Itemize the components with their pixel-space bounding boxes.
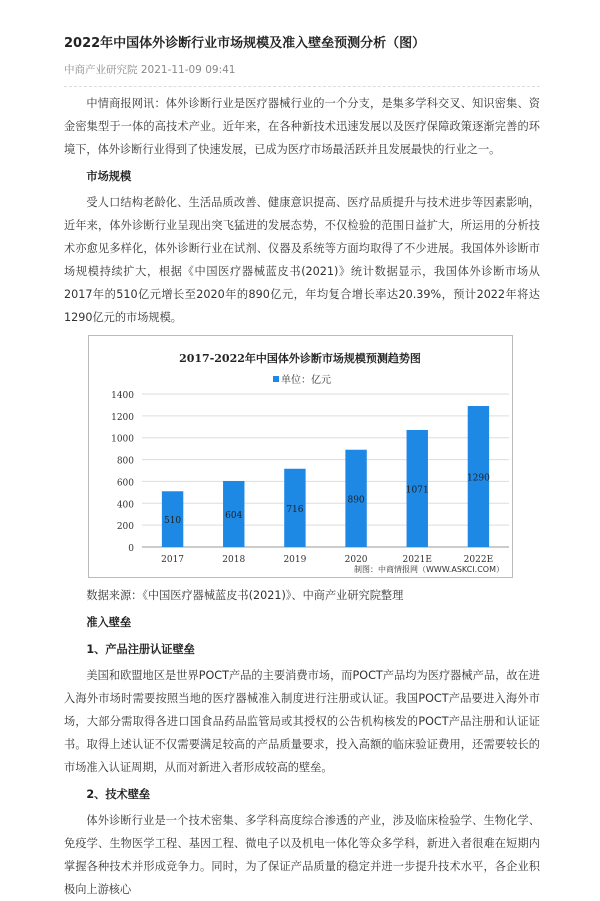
section-heading: 准入壁垒 bbox=[86, 616, 132, 629]
y-tick-label: 1200 bbox=[111, 412, 134, 423]
y-tick-label: 800 bbox=[116, 456, 134, 467]
data-label: 1290 bbox=[466, 473, 490, 484]
divider bbox=[64, 86, 540, 87]
data-label: 1071 bbox=[405, 485, 429, 496]
legend-swatch bbox=[273, 376, 279, 382]
bar-chart bbox=[88, 335, 513, 578]
chart-credit: 制图：中商情报网（WWW.ASKCI.COM） bbox=[354, 565, 504, 574]
data-source: 数据来源：《中国医疗器械蓝皮书(2021)》、中商产业研究院整理 bbox=[86, 589, 404, 602]
x-tick-label: 2020 bbox=[344, 555, 368, 565]
chart-title: 2017-2022年中国体外诊断市场规模预测趋势图 bbox=[179, 352, 421, 365]
legend-label: 单位：亿元 bbox=[281, 375, 331, 386]
y-tick-label: 200 bbox=[116, 522, 134, 533]
data-label: 510 bbox=[163, 516, 182, 527]
y-tick-label: 1000 bbox=[111, 434, 134, 445]
paragraph: 体外诊断行业是一个技术密集、多学科高度综合渗透的产业，涉及临床检验学、生物化学、免疫学、生物医学工程、基因工程、微电子以及机电一体化等众多学科，新进入者很难在短期内掌握各种技术并形成竞争力。同时，为了保证产品质量的稳定并进一步提升技术水平，各企业积极向上游核心 bbox=[64, 814, 540, 896]
data-label: 716 bbox=[286, 504, 304, 515]
y-tick-label: 0 bbox=[128, 544, 134, 554]
paragraph: 中情商报网讯：体外诊断行业是医疗器械行业的一个分支，是集多学科交叉、知识密集、资金密集型于一体的高技术产业。近年来，在各种新技术迅速发展以及医疗保障政策逐渐完善的环境下，体外诊断行业得到了快速发展，已成为医疗市场最活跃并且发展最快的行业之一。 bbox=[64, 97, 540, 156]
subsection-heading: 2、技术壁垒 bbox=[86, 788, 151, 801]
paragraph: 受人口结构老龄化、生活品质改善、健康意识提高、医疗品质提升与技术进步等因素影响，近年来，体外诊断行业呈现出突飞猛进的发展态势，不仅检验的范围日益扩大，所运用的分析技术亦愈见多样化，体外诊断行业在试剂、仪器及系统等方面均取得了不少进展。我国体外诊断市场规模持续扩大，根据《中国医疗器械蓝皮书(2021)》统计数据显示，我国体外诊断市场从2017年的510亿元增长至2020年的890亿元，年均复合增长率达20.39%，预计2022年将达1290亿元的市场规模。 bbox=[64, 196, 540, 324]
date: 2021-11-09 09:41 bbox=[140, 64, 236, 76]
article-meta bbox=[64, 62, 235, 77]
x-tick-label: 2019 bbox=[283, 555, 307, 565]
subsection-heading: 1、产品注册认证壁垒 bbox=[86, 643, 195, 656]
article-title: 2022年中国体外诊断行业市场规模及准入壁垒预测分析（图） bbox=[64, 36, 426, 51]
y-tick-label: 400 bbox=[116, 500, 134, 511]
data-label: 604 bbox=[225, 510, 243, 521]
x-tick-label: 2018 bbox=[222, 555, 246, 565]
source[interactable]: 中商产业研究院 bbox=[64, 64, 138, 76]
paragraph: 美国和欧盟地区是世界POCT产品的主要消费市场，而POCT产品均为医疗器械产品，故在进入海外市场时需要按照当地的医疗器械准入制度进行注册或认证。我国POCT产品要进入海外市场，大部分需取得各进口国食品药品监管局或其授权的公告机构核发的POCT产品注册和认证证书。取得上述认证不仅需要满足较高的产品质量要求，投入高额的临床验证费用，还需要较长的市场准入认证周期，从而对新进入者形成较高的壁垒。 bbox=[64, 669, 540, 774]
x-tick-label: 2021E bbox=[402, 555, 432, 565]
x-tick-label: 2022E bbox=[463, 555, 494, 565]
data-label: 890 bbox=[347, 495, 365, 506]
y-tick-label: 600 bbox=[116, 478, 134, 489]
chart-svg bbox=[89, 336, 512, 577]
y-tick-label: 1400 bbox=[111, 391, 134, 401]
section-heading: 市场规模 bbox=[86, 170, 132, 183]
x-tick-label: 2017 bbox=[161, 555, 185, 565]
